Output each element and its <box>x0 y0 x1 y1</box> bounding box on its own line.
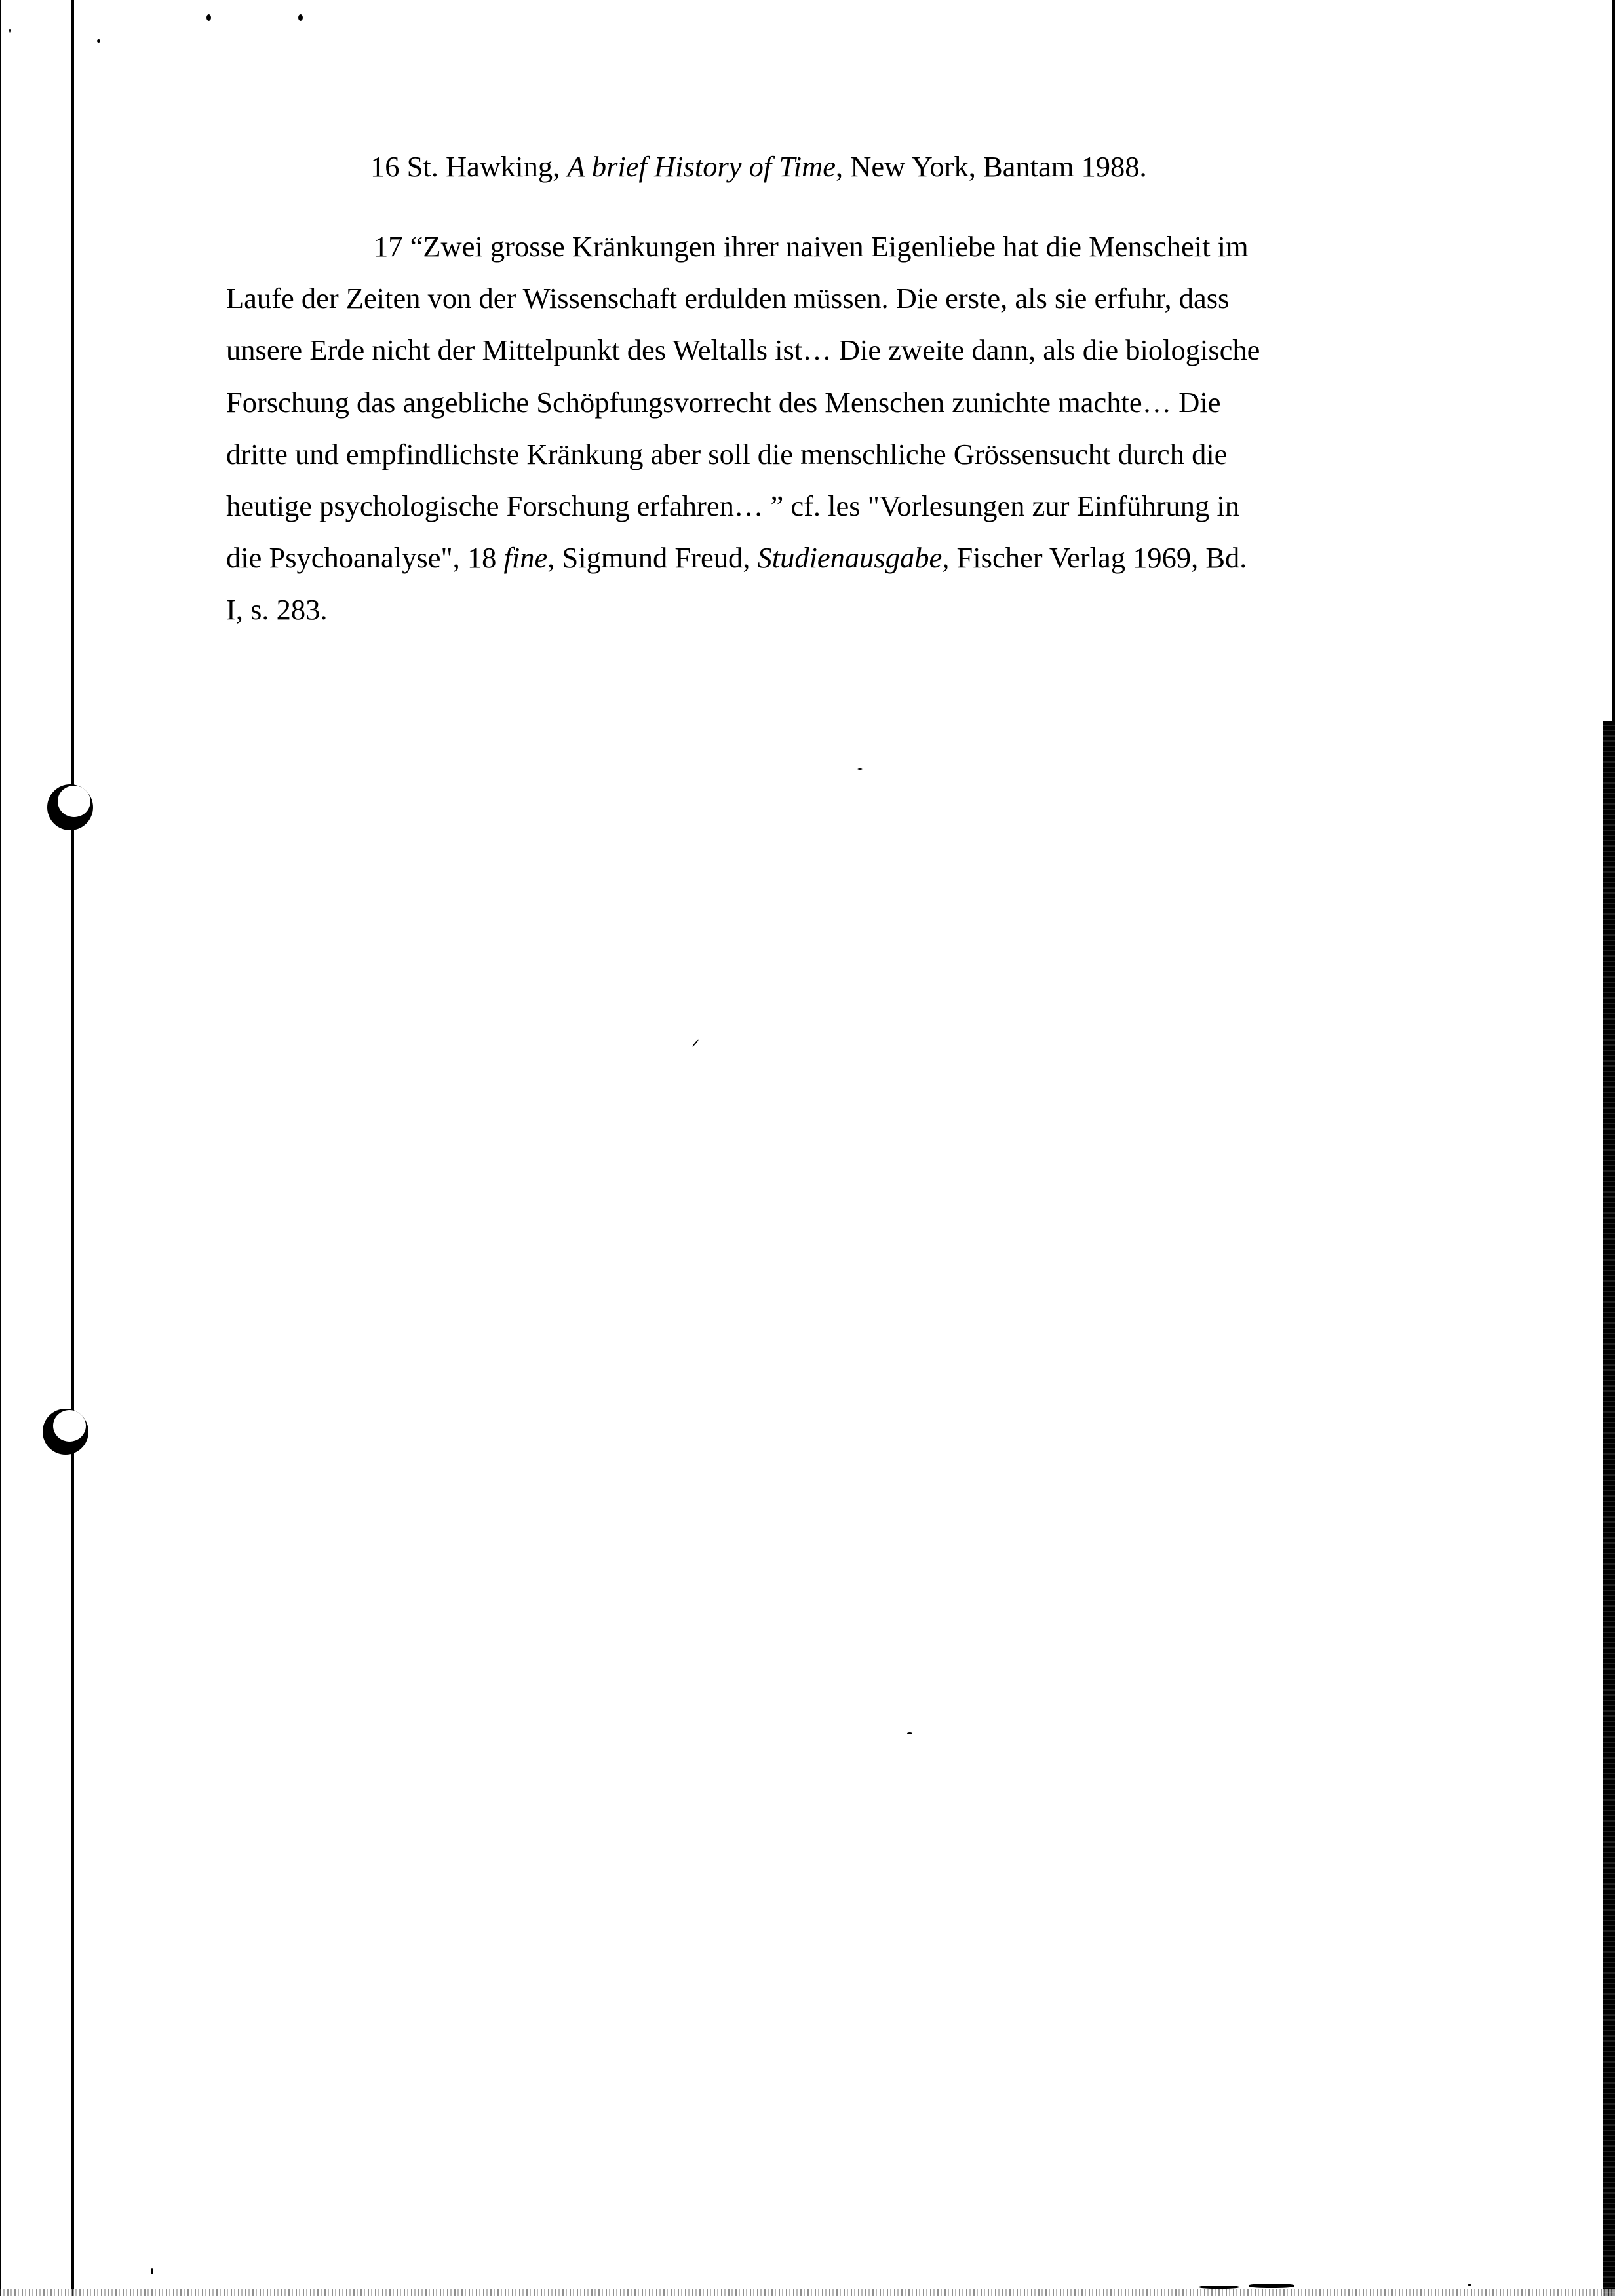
scan-speck <box>97 39 100 43</box>
footnote-16-publisher: , New York, Bantam 1988. <box>835 150 1147 183</box>
citation-publisher: Fischer Verlag 1969, Bd. <box>949 541 1247 575</box>
footnote-16-title: A brief History of Time <box>567 150 836 183</box>
punch-hole-icon <box>43 1409 88 1455</box>
footnote-17 <box>226 221 1471 636</box>
citation-work-title: Studienausgabe, <box>757 541 950 575</box>
scan-shadow-right <box>1603 721 1615 2296</box>
footnote-16-line <box>226 141 1471 193</box>
scan-speck <box>1249 2284 1294 2288</box>
scan-speck <box>857 768 863 770</box>
scan-speck <box>298 14 303 21</box>
footnote-17-line-4: Forschung das angebliche Schöpfungsvorrecht des Menschen zunichte machte… Die <box>226 385 1221 419</box>
footnote-16 <box>226 141 1471 193</box>
footnote-17-line-3: unsere Erde nicht der Mittelpunkt des Weltalls ist… Die zweite dann, als die biologische <box>226 334 1260 367</box>
citation-author: , Sigmund Freud, <box>547 541 758 575</box>
footnote-17-line-1: 17 “Zwei grosse Kränkungen ihrer naiven Eigenliebe hat die Menscheit im <box>374 230 1249 263</box>
scan-edge-left <box>0 0 1 2296</box>
scan-speck <box>692 1039 699 1047</box>
scan-speck <box>9 29 11 33</box>
footnote-17-line-6: heutige psychologische Forschung erfahren… ” cf. les "Vorlesungen zur Einführung in <box>226 489 1240 522</box>
binding-margin-line <box>71 0 74 2296</box>
scan-speck <box>907 1732 912 1734</box>
footnote-17-line-5: dritte und empfindlichste Kränkung aber soll die menschliche Grössensucht durch die <box>226 437 1228 470</box>
scan-speck <box>206 14 211 21</box>
footnote-17-line-2: Laufe der Zeiten von der Wissenschaft erdulden müssen. Die erste, als sie erfuhr, dass <box>226 282 1230 315</box>
footnote-16-author: 16 St. Hawking, <box>370 150 568 183</box>
citation-fine: fine <box>503 541 548 575</box>
scan-speck <box>151 2268 153 2274</box>
scan-speck <box>1468 2284 1471 2286</box>
footnote-17-line-7 <box>226 532 1471 584</box>
scan-speck <box>1199 2286 1239 2289</box>
scan-edge-bottom <box>0 2289 1615 2296</box>
citation-text: die Psychoanalyse", 18 <box>226 541 504 575</box>
footnote-17-line-8: I, s. 283. <box>226 593 328 626</box>
punch-hole-icon <box>47 784 93 830</box>
